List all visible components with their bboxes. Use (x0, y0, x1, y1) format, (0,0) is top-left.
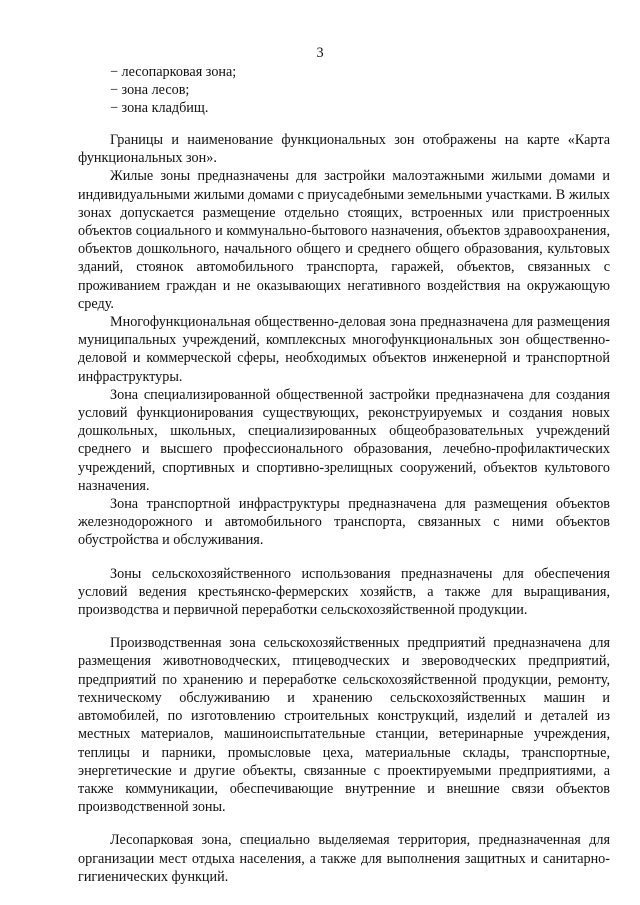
list-item: − зона кладбищ. (110, 100, 209, 117)
paragraph-zone-boundaries: Границы и наименование функциональных зон отображены на карте «Карта функциональных зон». (78, 132, 610, 167)
page-number: 3 (316, 45, 324, 61)
paragraph-specialized-zone: Зона специализированной общественной застройки предназначена для создания условий функционирования существующих, реконструируемых и создания новых дошкольных, школьных, специализированных общеобразовательных учреждений среднего и высшего профессионального образования, лечебно-профилактических учреждений, спортивных и спортивно-зрелищных сооружений, объектов культового назначения. (78, 386, 610, 494)
paragraph-business-zone: Многофункциональная общественно-деловая зона предназначена для размещения муниципальных учреждений, комплексных многофункциональных зон общественно-деловой и коммерческой сферы, необходимых объектов инженерной и транспортной инфраструктуры. (78, 314, 610, 385)
paragraph-transport-zone: Зона транспортной инфраструктуры предназначена для размещения объектов железнодорожного и автомобильного транспорта, связанных с ними объектов обустройства и обслуживания. (78, 496, 610, 549)
paragraph-production-zone: Производственная зона сельскохозяйственных предприятий предназначена для размещения животноводческих, птицеводческих и звероводческих предприятий, предприятий по хранению и переработке сельскохозяйственной продукции, ремонту, техническому обслуживанию и хранению сельскохозяйственных машин и автомобилей, по изготовлению строительных конструкций, изделий и деталей из местных материалов, машиноиспытательные станции, ветеринарные учреждения, теплицы и парники, промысловые цеха, материальные склады, транспортные, энергетические и другие объекты, связанные с проектируемыми предприятиями, а также коммуникации, обеспечивающие внутренние и внешние связи объектов производственной зоны. (78, 635, 610, 816)
zone-list (110, 63, 590, 118)
list-item: − зона лесов; (110, 82, 190, 99)
paragraph-agricultural-zones: Зоны сельскохозяйственного использования предназначены для обеспечения условий ведения крестьянско-фермерских хозяйств, а также для выращивания, производства и первичной переработки сельскохозяйственной продукции. (78, 565, 610, 619)
body-text (78, 131, 610, 886)
paragraph-forest-park-zone: Лесопарковая зона, специально выделяемая территория, предназначенная для организации мест отдыха населения, а также для выполнения защитных и санитарно-гигиенических функций. (78, 832, 610, 885)
paragraph-residential-zones: Жилые зоны предназначены для застройки малоэтажными жилыми домами и индивидуальными жилыми домами с приусадебными земельными участками. В жилых зонах допускается размещение отдельно стоящих, встроенных или пристроенных объектов социального и коммунально-бытового назначения, объектов здравоохранения, объектов дошкольного, начального общего и среднего общего образования, культовых зданий, стоянок автомобильного транспорта, гаражей, объектов, связанных с проживанием граждан и не оказывающих негативного воздействия на окружающую среду. (78, 168, 610, 312)
list-item: − лесопарковая зона; (110, 64, 237, 80)
